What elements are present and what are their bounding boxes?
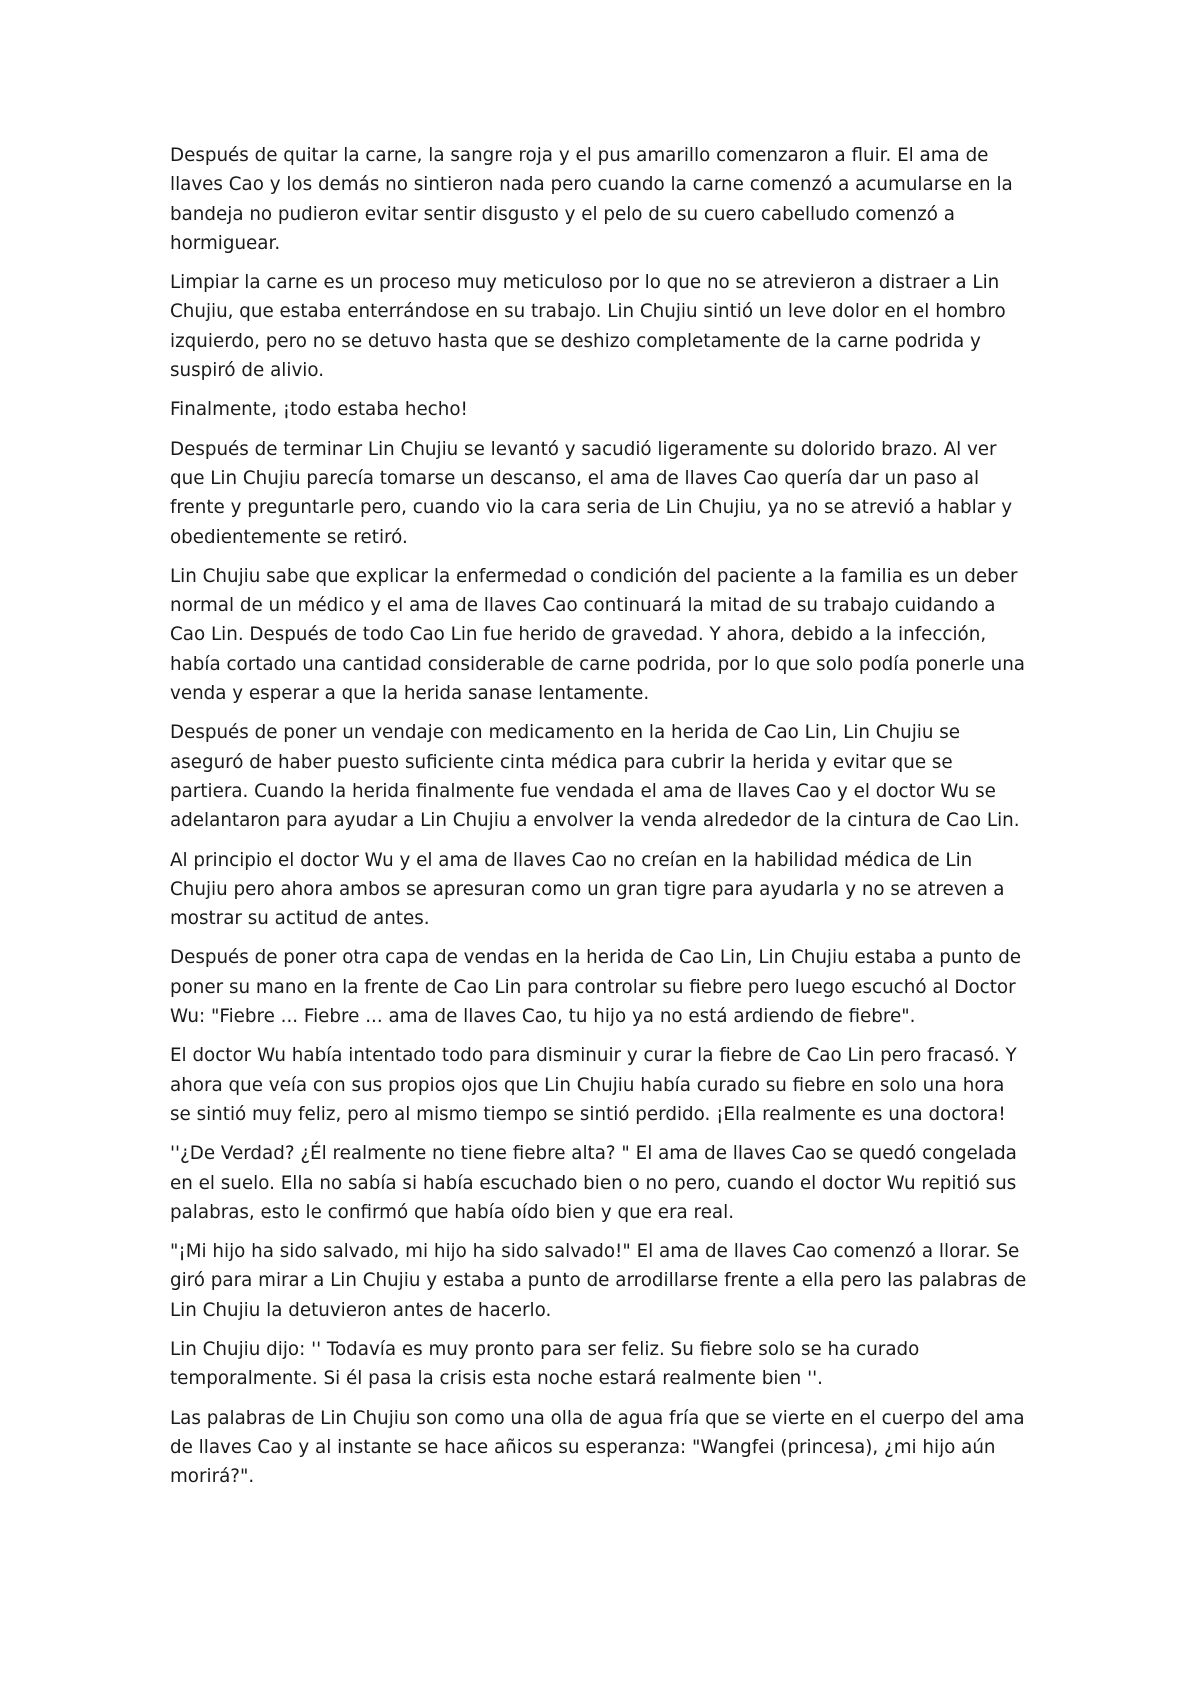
paragraph: Al principio el doctor Wu y el ama de llaves Cao no creían en la habilidad médica de Lin Chujiu pero ahora ambos se apresuran como un gran tigre para ayudarla y no se atreven a mostrar su actitud de antes. bbox=[170, 849, 1005, 930]
paragraph: El doctor Wu había intentado todo para disminuir y curar la fiebre de Cao Lin pero fracasó. Y ahora que veía con sus propios ojos que Lin Chujiu había curado su fiebre en solo una hora se sintió muy feliz, pero al mismo tiempo se sintió perdido. ¡Ella realmente es una doctora! bbox=[170, 1045, 1017, 1125]
paragraph: Finalmente, ¡todo estaba hecho! bbox=[170, 399, 468, 421]
document-body bbox=[170, 141, 1028, 1501]
paragraph: Las palabras de Lin Chujiu son como una olla de agua fría que se vierte en el cuerpo del ama de llaves Cao y al instante se hace añicos su esperanza: "Wangfei (princesa), ¿mi hijo aún morirá?". bbox=[170, 1407, 1025, 1488]
paragraph: Después de poner un vendaje con medicamento en la herida de Cao Lin, Lin Chujiu se aseguró de haber puesto suficiente cinta médica para cubrir la herida y evitar que se partiera. Cuando la herida finalmente fue vendada el ama de llaves Cao y el doctor Wu se adelantaron para ayudar a Lin Chujiu a envolver la venda alrededor de la cintura de Cao Lin. bbox=[170, 722, 1020, 832]
paragraph: Limpiar la carne es un proceso muy meticuloso por lo que no se atrevieron a distraer a Lin Chujiu, que estaba enterrándose en su trabajo. Lin Chujiu sintió un leve dolor en el hombro izquierdo, pero no se detuvo hasta que se deshizo completamente de la carne podrida y suspiró de alivio. bbox=[170, 272, 1006, 382]
paragraph: Lin Chujiu sabe que explicar la enfermedad o condición del paciente a la familia es un deber normal de un médico y el ama de llaves Cao continuará la mitad de su trabajo cuidando a Cao Lin. Después de todo Cao Lin fue herido de gravedad. Y ahora, debido a la infección, había cortado una cantidad considerable de carne podrida, por lo que solo podía ponerle una venda y esperar a que la herida sanase lentamente. bbox=[170, 565, 1025, 705]
paragraph: ''¿De Verdad? ¿Él realmente no tiene fiebre alta? " El ama de llaves Cao se quedó congelada en el suelo. Ella no sabía si había escuchado bien o no pero, cuando el doctor Wu repitió sus palabras, esto le confirmó que había oído bien y que era real. bbox=[170, 1143, 1017, 1223]
paragraph: Después de quitar la carne, la sangre roja y el pus amarillo comenzaron a fluir. El ama de llaves Cao y los demás no sintieron nada pero cuando la carne comenzó a acumularse en la bandeja no pudieron evitar sentir disgusto y el pelo de su cuero cabelludo comenzó a hormiguear. bbox=[170, 145, 1013, 254]
paragraph: "¡Mi hijo ha sido salvado, mi hijo ha sido salvado!" El ama de llaves Cao comenzó a llorar. Se giró para mirar a Lin Chujiu y estaba a punto de arrodillarse frente a ella pero las palabras de Lin Chujiu la detuvieron antes de hacerlo. bbox=[170, 1241, 1027, 1321]
paragraph: Después de terminar Lin Chujiu se levantó y sacudió ligeramente su dolorido brazo. Al ver que Lin Chujiu parecía tomarse un descanso, el ama de llaves Cao quería dar un paso al frente y preguntarle pero, cuando vio la cara seria de Lin Chujiu, ya no se atrevió a hablar y obedientemente se retiró. bbox=[170, 438, 1013, 548]
paragraph: Lin Chujiu dijo: '' Todavía es muy pronto para ser feliz. Su fiebre solo se ha curado temporalmente. Si él pasa la crisis esta noche estará realmente bien ''. bbox=[170, 1338, 920, 1390]
paragraph: Después de poner otra capa de vendas en la herida de Cao Lin, Lin Chujiu estaba a punto de poner su mano en la frente de Cao Lin para controlar su fiebre pero luego escuchó al Doctor Wu: "Fiebre ... Fiebre ... ama de llaves Cao, tu hijo ya no está ardiendo de fiebre". bbox=[170, 947, 1022, 1028]
